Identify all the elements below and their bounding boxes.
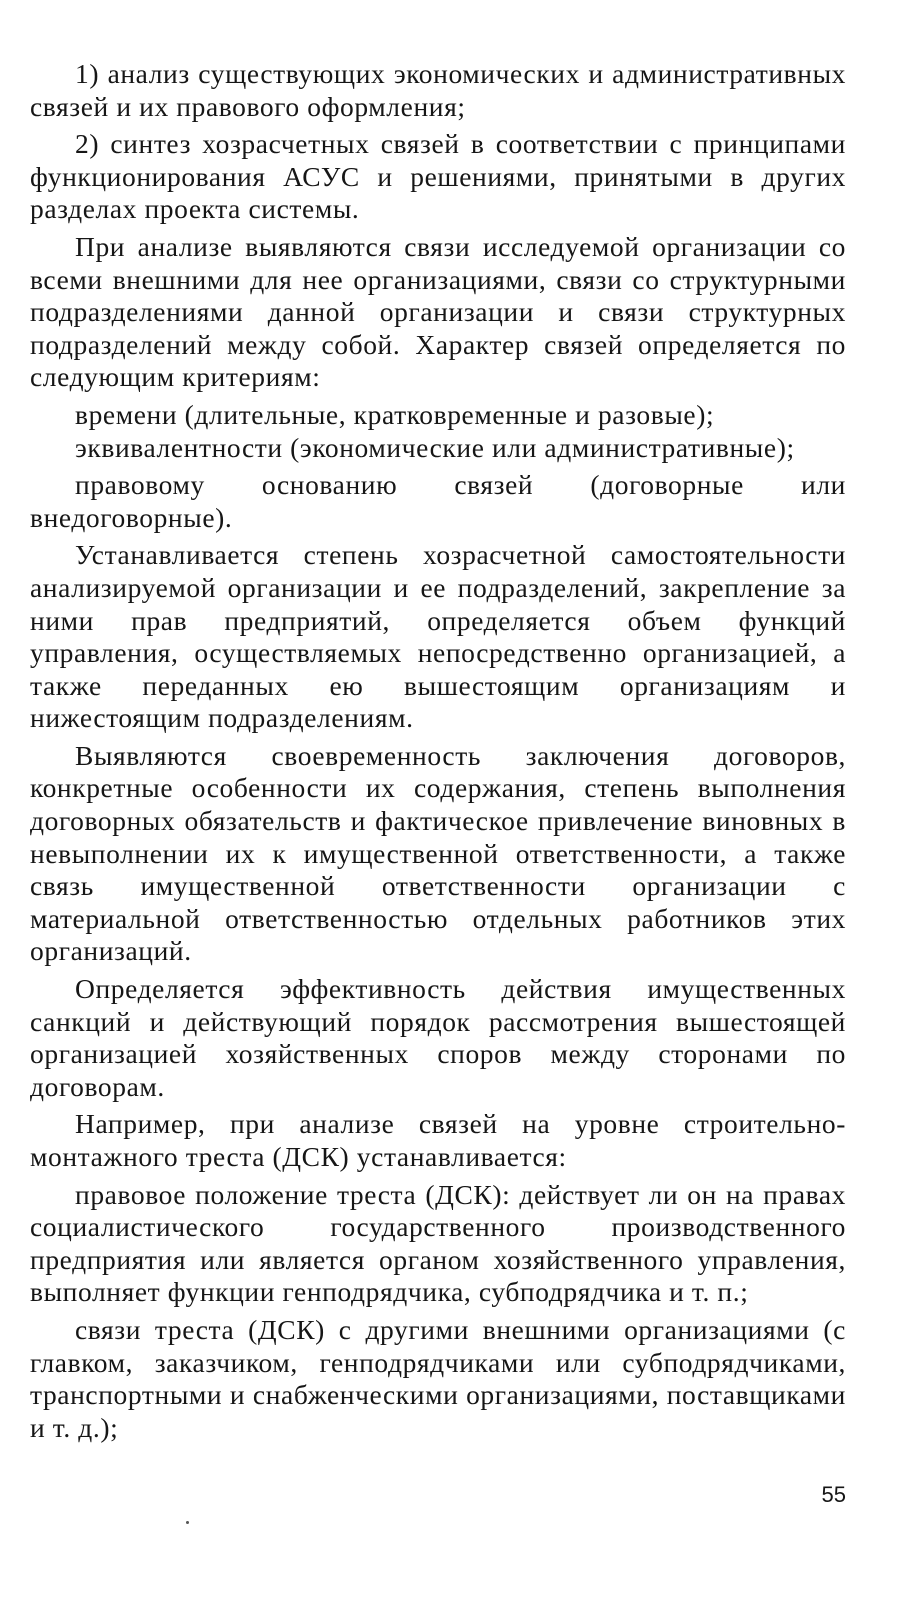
paragraph-self-sufficiency: Устанавливается степень хозрасчетной самостоятельности анализируемой организации и ее подразделений, закрепление за ними прав предприятий, определяется объем функций управления, осуществляемых непосредственно организацией, а также переданных ею вышестоящим организациям и нижестоящим подразделениям. (30, 539, 846, 734)
document-page (30, 58, 846, 1449)
paragraph-legal-status: правовое положение треста (ДСК): действует ли он на правах социалистического государственного производственного предприятия или является органом хозяйственного управления, выполняет функции генподрядчика, субподрядчика и т. п.; (30, 1178, 846, 1308)
paragraph-sanctions: Определяется эффективность действия имущественных санкций и действующий порядок рассмотрения вышестоящей организацией хозяйственных споров между сторонами по договорам. (30, 973, 846, 1102)
page-number: 55 (821, 1482, 846, 1507)
print-speck (186, 1521, 189, 1524)
paragraph-list-item-1: 1) анализ существующих экономических и административных связей и их правового оформления; (30, 58, 846, 122)
paragraph-analysis: При анализе выявляются связи исследуемой организации со всеми внешними для нее организациями, связи со структурными подразделениями данной организации и связи структурных подразделений между собой. Характер связей определяется по следующим критериям: (30, 230, 846, 393)
paragraph-contracts: Выявляются своевременность заключения договоров, конкретные особенности их содержания, степень выполнения договорных обязательств и фактическое привлечение виновных в невыполнении их к имущественной ответственности, а также связь имущественной ответственности организации с материальной ответственностью отдельных работников этих организаций. (30, 739, 846, 967)
paragraph-external-links: связи треста (ДСК) с другими внешними организациями (с главком, заказчиком, генподрядчиками или субподрядчиками, транспортными и снабженческими организациями, поставщиками и т. д.); (30, 1313, 846, 1443)
paragraph-list-item-2: 2) синтез хозрасчетных связей в соответствии с принципами функционирования АСУС и решениями, принятыми в других разделах проекта системы. (30, 128, 846, 225)
criterion-legal-basis: правовому основанию связей (договорные или внедоговорные). (30, 469, 846, 533)
criterion-equivalence: эквивалентности (экономические или административные); (75, 431, 795, 463)
paragraph-example: Например, при анализе связей на уровне строительно-монтажного треста (ДСК) устанавливается: (30, 1108, 846, 1172)
criterion-time: времени (длительные, кратковременные и разовые); (75, 398, 715, 430)
